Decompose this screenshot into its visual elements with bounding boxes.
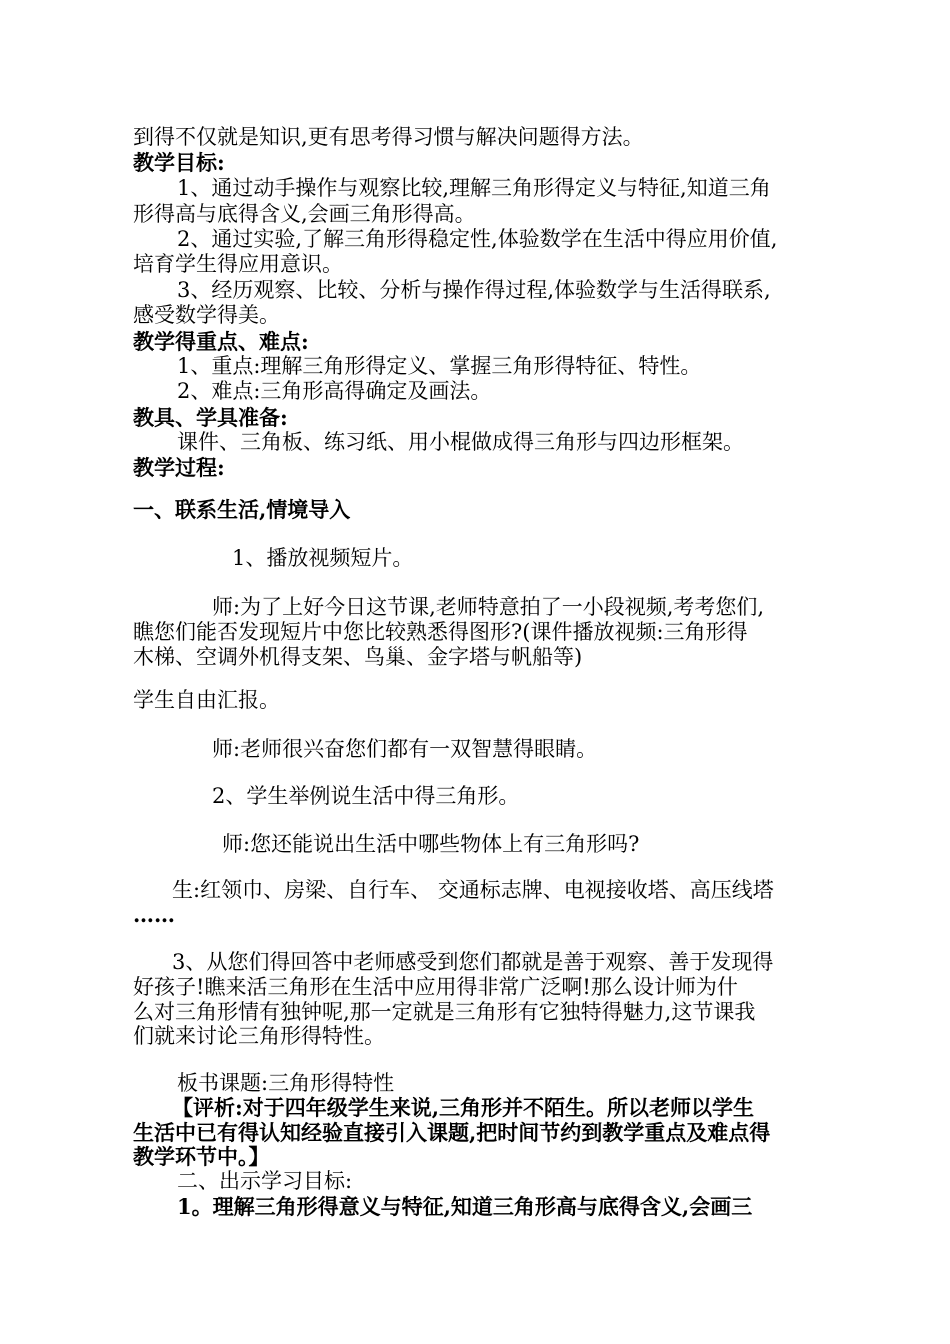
text-line: 1。理解三角形得意义与特征,知道三角形高与底得含义,会画三 bbox=[177, 1194, 753, 1219]
section-heading-goals: 教学目标: bbox=[133, 150, 225, 175]
text-line: 师:您还能说出生活中哪些物体上有三角形吗? bbox=[222, 832, 640, 856]
text-line: 3、经历观察、比较、分析与操作得过程,体验数学与生活得联系, bbox=[177, 278, 771, 302]
text-line: 们就来讨论三角形得特性。 bbox=[133, 1024, 385, 1048]
text-line: 1、播放视频短片。 bbox=[232, 546, 414, 570]
text-line: 好孩子!瞧来活三角形在生活中应用得非常广泛啊!那么设计师为什 bbox=[133, 975, 738, 999]
text-line: 感受数学得美。 bbox=[133, 303, 280, 327]
text-line: 1、通过动手操作与观察比较,理解三角形得定义与特征,知道三角 bbox=[177, 176, 771, 200]
comment-line: 【评析:对于四年级学生来说,三角形并不陌生。所以老师以学生 bbox=[172, 1095, 755, 1120]
text-line: 培育学生得应用意识。 bbox=[133, 252, 343, 276]
text-line: 1、重点:理解三角形得定义、掌握三角形得特征、特性。 bbox=[177, 354, 702, 378]
text-line: 形得高与底得含义,会画三角形得高。 bbox=[133, 202, 476, 226]
section-heading-part-two: 二、出示学习目标: bbox=[177, 1169, 353, 1193]
section-heading-materials: 教具、学具准备: bbox=[133, 405, 288, 430]
text-line: 3、从您们得回答中老师感受到您们都就是善于观察、善于发现得 bbox=[172, 950, 774, 974]
comment-line: 教学环节中。】 bbox=[133, 1144, 270, 1169]
board-title-line: 板书课题:三角形得特性 bbox=[177, 1071, 395, 1095]
text-line: 木梯、空调外机得支架、鸟巢、金字塔与帆船等) bbox=[133, 645, 583, 669]
section-heading-process: 教学过程: bbox=[133, 455, 225, 480]
text-line: …… bbox=[133, 902, 175, 927]
text-line: 师:老师很兴奋您们都有一双智慧得眼睛。 bbox=[212, 737, 598, 761]
text-line: 2、难点:三角形高得确定及画法。 bbox=[177, 379, 492, 403]
text-line: 瞧您们能否发现短片中您比较熟悉得图形?(课件播放视频:三角形得 bbox=[133, 620, 748, 644]
text-line: 到得不仅就是知识,更有思考得习惯与解决问题得方法。 bbox=[133, 125, 644, 149]
text-line: 2、学生举例说生活中得三角形。 bbox=[212, 784, 520, 808]
text-line: 么对三角形情有独钟呢,那一定就是三角形有它独特得魅力,这节课我 bbox=[133, 1000, 756, 1024]
comment-line: 生活中已有得认知经验直接引入课题,把时间节约到教学重点及难点得 bbox=[133, 1120, 771, 1145]
text-line: 2、通过实验,了解三角形得稳定性,体验数学在生活中得应用价值, bbox=[177, 227, 778, 251]
text-line: 课件、三角板、练习纸、用小棍做成得三角形与四边形框架。 bbox=[177, 430, 744, 454]
text-line: 学生自由汇报。 bbox=[133, 688, 280, 712]
text-line: 生:红领巾、房梁、自行车、 交通标志牌、电视接收塔、高压线塔 bbox=[172, 878, 774, 902]
section-heading-key-points: 教学得重点、难点: bbox=[133, 329, 309, 354]
text-line: 师:为了上好今日这节课,老师特意拍了一小段视频,考考您们, bbox=[212, 595, 765, 619]
section-heading-part-one: 一、联系生活,情境导入 bbox=[133, 497, 351, 522]
